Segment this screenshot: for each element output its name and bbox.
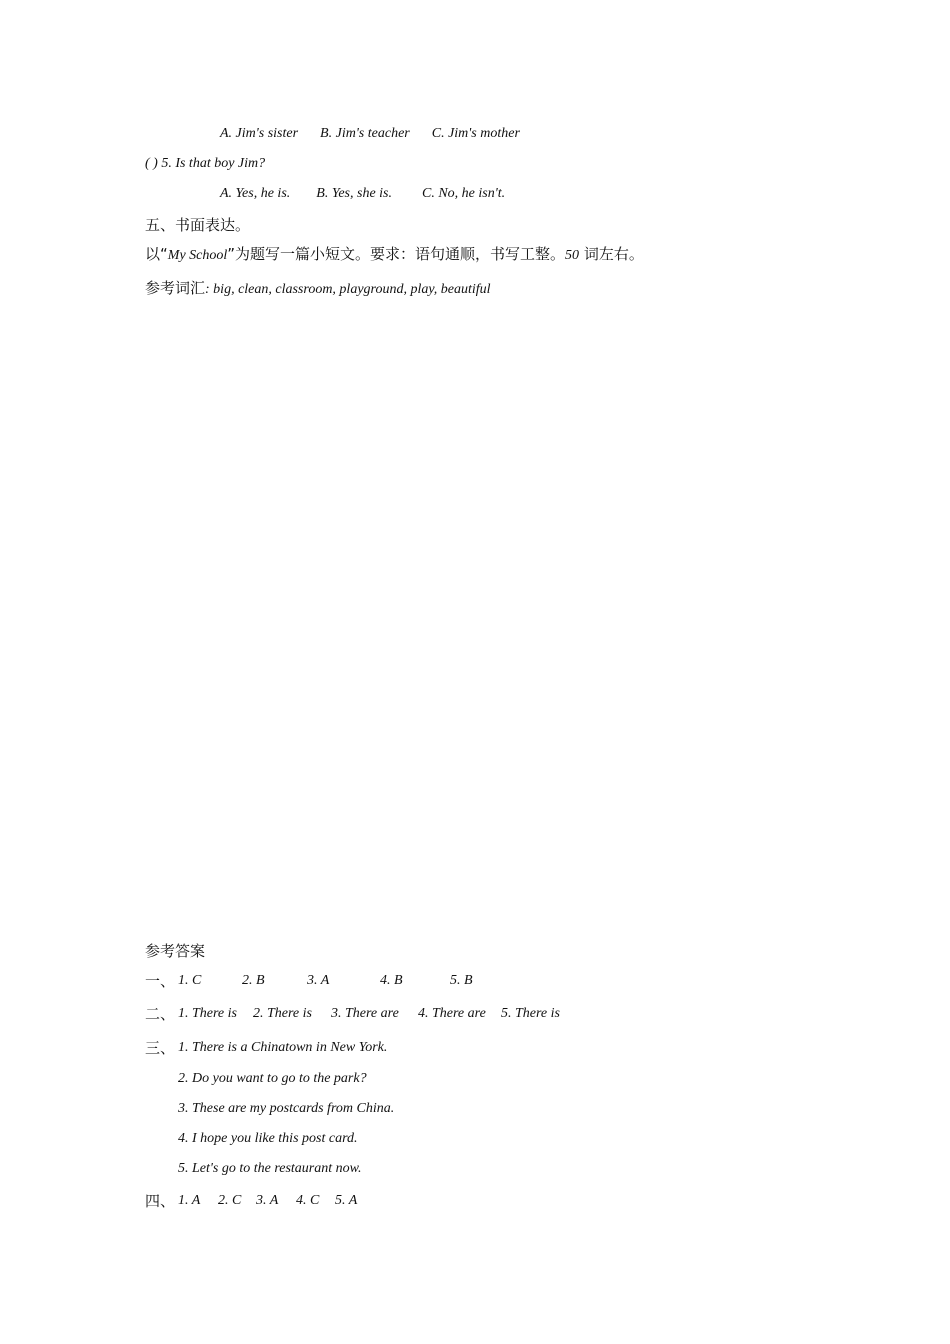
part1-answer: 4. B: [380, 973, 403, 988]
part1-label: 一、: [145, 972, 176, 990]
question5-stem: ( ) 5. Is that boy Jim?: [145, 156, 266, 171]
instruction-title: My School: [167, 248, 228, 263]
answers-heading: 参考答案: [145, 942, 206, 960]
part3-answer: 3. These are my postcards from China.: [178, 1101, 395, 1116]
q5-option-c: C. No, he isn't.: [422, 186, 506, 201]
q5-option-b: B. Yes, she is.: [316, 186, 392, 201]
part4-answer: 5. A: [335, 1193, 358, 1208]
section5-instruction: [145, 245, 644, 265]
instruction-mid: ”为题写一篇小短文。要求：语句通顺，书写工整。: [227, 245, 566, 263]
part3-answer: 5. Let's go to the restaurant now.: [178, 1161, 362, 1176]
instruction-prefix: 以“: [145, 245, 168, 263]
part1-answer: 3. A: [307, 973, 330, 988]
answers-part3: [145, 1039, 388, 1058]
answers-part1: [145, 972, 473, 991]
part4-answer: 4. C: [296, 1193, 320, 1208]
part1-answer: 1. C: [178, 973, 202, 988]
vocab-label: 参考词汇: [145, 279, 206, 297]
part2-answer: 2. There is: [253, 1006, 312, 1021]
part3-answer: 4. I hope you like this post card.: [178, 1131, 358, 1146]
q4-option-c: C. Jim's mother: [431, 126, 520, 141]
answers-part4: [145, 1192, 358, 1211]
section5-vocab: [145, 279, 491, 299]
instruction-number: 50: [565, 248, 580, 263]
part2-answer: 1. There is: [178, 1006, 237, 1021]
q4-option-a: A. Jim's sister: [220, 126, 299, 141]
q5-option-a: A. Yes, he is.: [220, 186, 291, 201]
part1-answer: 2. B: [242, 973, 265, 988]
vocab-words: : big, clean, classroom, playground, play, beautiful: [205, 282, 491, 297]
answers-part2: [145, 1005, 560, 1024]
q4-option-b: B. Jim's teacher: [320, 126, 410, 141]
part1-answer: 5. B: [450, 973, 473, 988]
part3-answer: 1. There is a Chinatown in New York.: [178, 1040, 388, 1055]
part2-answer: 5. There is: [501, 1006, 560, 1021]
part3-answer: 2. Do you want to go to the park?: [178, 1071, 367, 1086]
part2-answer: 3. There are: [331, 1006, 399, 1021]
section5-heading: 五、书面表达。: [145, 216, 251, 234]
question5-options: [220, 185, 505, 203]
part2-answer: 4. There are: [418, 1006, 486, 1021]
part3-label: 三、: [145, 1039, 176, 1057]
part4-answer: 2. C: [218, 1193, 242, 1208]
question4-options: [220, 125, 520, 143]
part2-label: 二、: [145, 1005, 176, 1023]
part4-label: 四、: [145, 1192, 176, 1210]
part4-answer: 3. A: [256, 1193, 279, 1208]
part4-answer: 1. A: [178, 1193, 201, 1208]
instruction-suffix: 词左右。: [579, 245, 644, 263]
